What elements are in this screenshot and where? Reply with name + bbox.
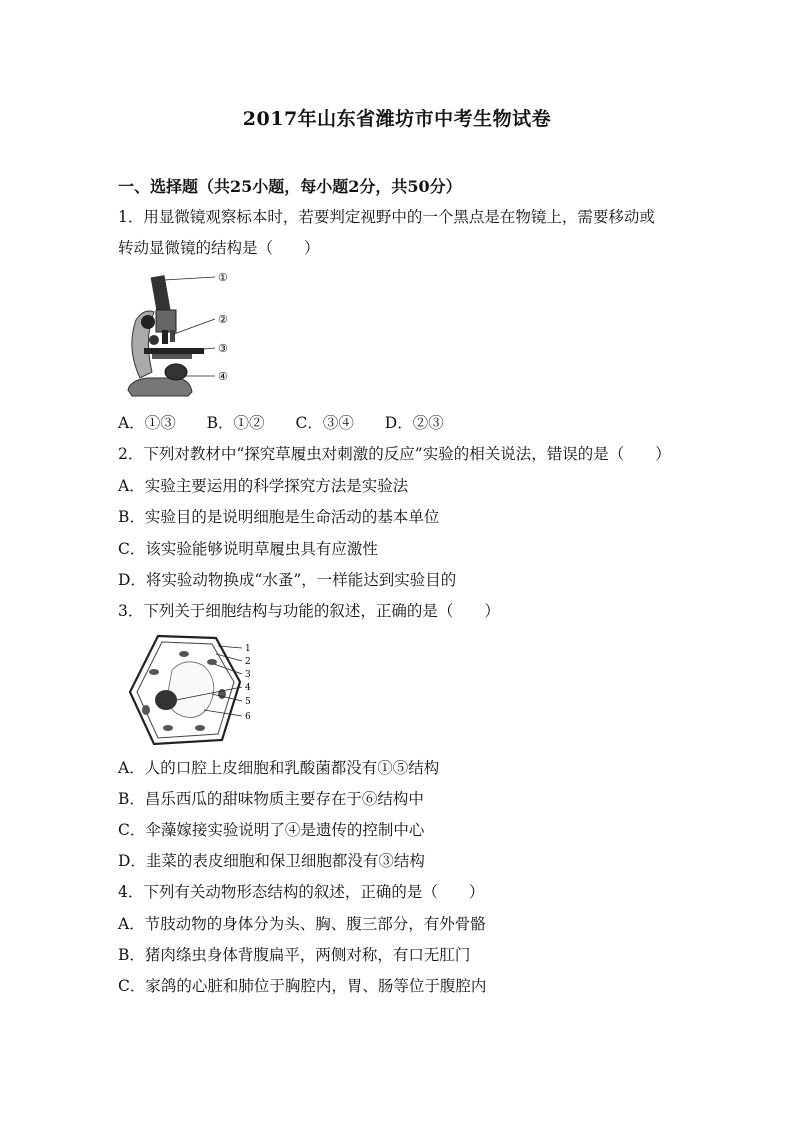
q3-option-d[interactable]: D．韭菜的表皮细胞和保卫细胞都没有③结构 <box>118 852 425 870</box>
q1-option-a[interactable]: A．①③ <box>118 414 176 432</box>
microscope-figure <box>118 268 238 404</box>
q1-option-d[interactable]: D．②③ <box>384 414 444 432</box>
q1-stem-line2: 转动显微镜的结构是（ ） <box>118 239 320 257</box>
microscope-label-3: ③ <box>218 342 228 355</box>
q3-stem: 3．下列关于细胞结构与功能的叙述，正确的是（ ） <box>118 602 500 620</box>
section-heading: 一、选择题（共25小题，每小题2分，共50分） <box>118 177 462 196</box>
cell-label-5: 5 <box>245 697 251 707</box>
page-title: 2017年山东省潍坊市中考生物试卷 <box>242 108 552 130</box>
cell-label-4: 4 <box>245 683 251 693</box>
q2-option-b[interactable]: B．实验目的是说明细胞是生命活动的基本单位 <box>118 508 440 526</box>
q4-option-b[interactable]: B．猪肉绦虫身体背腹扁平，两侧对称，有口无肛门 <box>118 946 471 964</box>
microscope-label-2: ② <box>218 313 228 326</box>
q2-option-c[interactable]: C．该实验能够说明草履虫具有应激性 <box>118 540 378 558</box>
cell-label-3: 3 <box>245 670 251 680</box>
microscope-label-1: ① <box>218 271 228 284</box>
q2-option-a[interactable]: A．实验主要运用的科学探究方法是实验法 <box>118 477 409 495</box>
plant-cell-figure <box>124 632 264 750</box>
q1-option-c[interactable]: C．③④ <box>295 414 354 432</box>
q4-option-a[interactable]: A．节肢动物的身体分为头、胸、腹三部分，有外骨骼 <box>118 915 486 933</box>
cell-label-1: 1 <box>245 644 251 654</box>
q1-option-b[interactable]: B．①② <box>206 414 265 432</box>
q3-option-b[interactable]: B．昌乐西瓜的甜味物质主要存在于⑥结构中 <box>118 790 424 808</box>
cell-label-6: 6 <box>245 712 251 722</box>
q4-stem: 4．下列有关动物形态结构的叙述，正确的是（ ） <box>118 883 485 901</box>
microscope-label-4: ④ <box>218 370 228 383</box>
q2-stem: 2．下列对教材中“探究草履虫对刺激的反应”实验的相关说法，错误的是（ ） <box>118 445 671 463</box>
q4-option-c[interactable]: C．家鸽的心脏和肺位于胸腔内，胃、肠等位于腹腔内 <box>118 977 487 995</box>
cell-label-2: 2 <box>245 657 251 667</box>
q1-options <box>118 413 470 433</box>
q3-option-c[interactable]: C．伞藻嫁接实验说明了④是遗传的控制中心 <box>118 821 425 839</box>
q1-stem-line1: 1．用显微镜观察标本时，若要判定视野中的一个黑点是在物镜上，需要移动或 <box>118 208 655 226</box>
q3-option-a[interactable]: A．人的口腔上皮细胞和乳酸菌都没有①⑤结构 <box>118 759 440 777</box>
q2-option-d[interactable]: D．将实验动物换成“水蚤”，一样能达到实验目的 <box>118 571 457 589</box>
